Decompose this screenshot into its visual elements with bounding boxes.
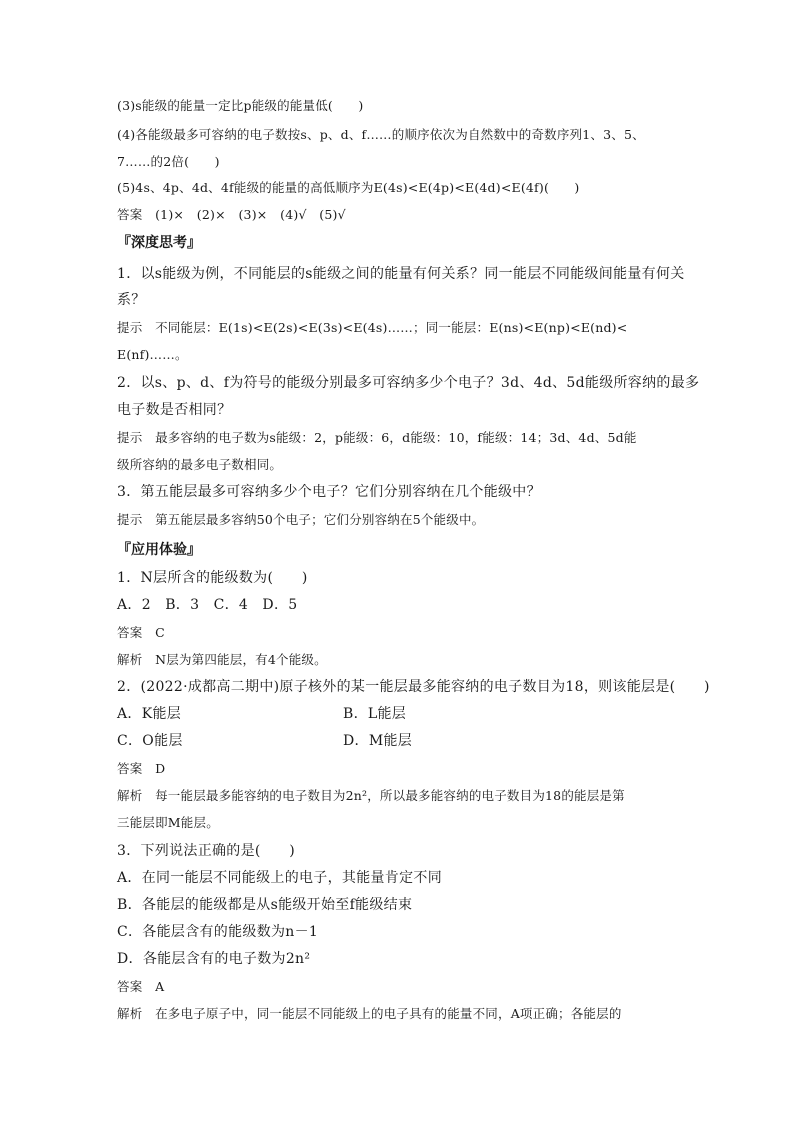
text-line: 电子数是否相同？ bbox=[117, 402, 232, 418]
text-line: 2．(2022·成都高二期中)原子核外的某一能层最多能容纳的电子数目为18，则该能层是( ) bbox=[117, 679, 710, 695]
text-line: 级所容纳的最多电子数相同。 bbox=[117, 457, 283, 472]
text-line: (4)各能级最多可容纳的电子数按s、p、d、f……的顺序依次为自然数中的奇数序列1、3、5、 bbox=[117, 127, 645, 142]
text-line: 解析 在多电子原子中，同一能层不同能级上的电子具有的能量不同，A项正确；各能层的 bbox=[117, 1006, 622, 1021]
option-left: C．O能层 bbox=[117, 733, 183, 749]
text-line: C．各能层含有的能级数为n－1 bbox=[117, 924, 319, 940]
text-line: (3)s能级的能量一定比p能级的能量低( ) bbox=[117, 98, 364, 113]
text-line: 1．N层所含的能级数为( ) bbox=[117, 570, 308, 586]
text-line: B．各能层的能级都是从s能级开始至f能级结束 bbox=[117, 897, 413, 913]
text-line: 系？ bbox=[117, 292, 146, 308]
text-line: (5)4s、4p、4d、4f能级的能量的高低顺序为E(4s)<E(4p)<E(4d)<E(4f)( ) bbox=[117, 180, 580, 195]
text-line: 答案 D bbox=[117, 761, 166, 776]
text-line: 提示 不同能层：E(1s)<E(2s)<E(3s)<E(4s)……；同一能层：E(ns)<E(np)<E(nd)< bbox=[117, 320, 628, 335]
text-line: 3．第五能层最多可容纳多少个电子？它们分别容纳在几个能级中？ bbox=[117, 484, 541, 500]
text-line: 解析 N层为第四能层，有4个能级。 bbox=[117, 652, 327, 667]
text-line: 2．以s、p、d、f为符号的能级分别最多可容纳多少个电子？3d、4d、5d能级所容纳的最多 bbox=[117, 375, 700, 391]
section-heading: 『应用体验』 bbox=[117, 542, 201, 558]
section-heading: 『深度思考』 bbox=[117, 235, 201, 251]
text-line: 3．下列说法正确的是( ) bbox=[117, 843, 296, 859]
option-right: B．L能层 bbox=[343, 706, 407, 722]
text-line: 答案 A bbox=[117, 979, 165, 994]
text-line: 提示 最多容纳的电子数为s能级：2，p能级：6，d能级：10，f能级：14；3d、4d、5d能 bbox=[117, 430, 637, 445]
text-line: E(nf)……。 bbox=[117, 347, 188, 362]
text-line: 答案 (1)× (2)× (3)× (4)√ (5)√ bbox=[117, 207, 346, 222]
text-line: A．2 B．3 C．4 D．5 bbox=[117, 597, 298, 613]
text-line: 解析 每一能层最多能容纳的电子数目为2n²，所以最多能容纳的电子数目为18的能层是第 bbox=[117, 788, 625, 803]
text-line: 提示 第五能层最多容纳50个电子；它们分别容纳在5个能级中。 bbox=[117, 512, 485, 527]
text-line: D．各能层含有的电子数为2n² bbox=[117, 951, 311, 967]
text-line: 答案 C bbox=[117, 625, 165, 640]
option-right: D．M能层 bbox=[343, 733, 413, 749]
text-line: 7……的2倍( ) bbox=[117, 154, 220, 169]
option-left: A．K能层 bbox=[117, 706, 182, 722]
text-line: 1．以s能级为例，不同能层的s能级之间的能量有何关系？同一能层不同能级间能量有何关 bbox=[117, 266, 685, 282]
text-line: 三能层即M能层。 bbox=[117, 815, 219, 830]
text-line: A．在同一能层不同能级上的电子，其能量肯定不同 bbox=[117, 870, 443, 886]
